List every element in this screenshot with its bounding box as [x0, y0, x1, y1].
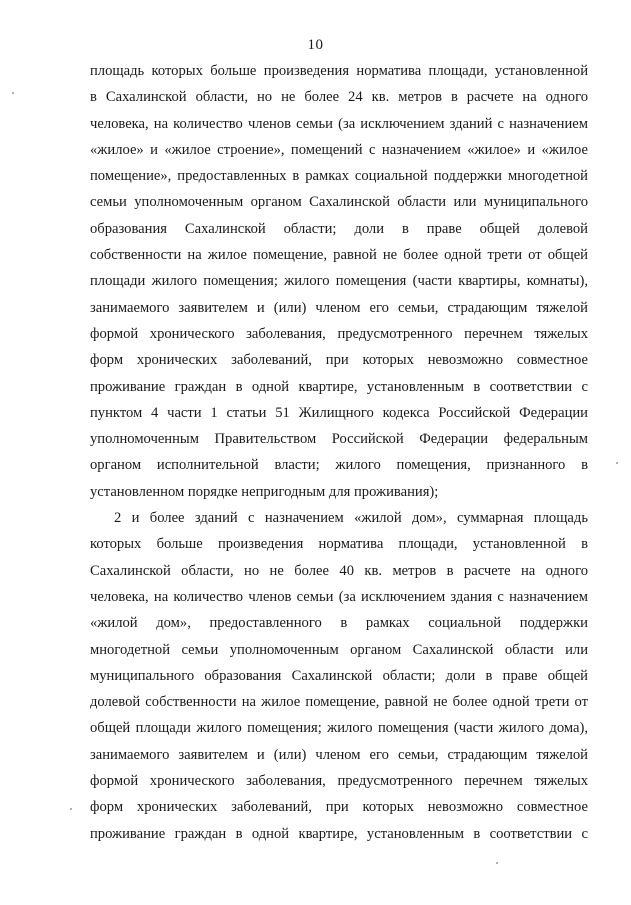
text-line: собственности на жилое помещение, равной не более одной трети от общей [90, 247, 588, 264]
text-line: занимаемого заявителем и (или) членом его семьи, страдающим тяжелой [90, 299, 588, 316]
text-line: общей площади жилого помещения; жилого помещения (части жилого дома), [90, 720, 588, 737]
scan-speck [70, 808, 72, 810]
text-line: семьи уполномоченным органом Сахалинской области или муниципального [90, 194, 588, 211]
paragraph-2 [90, 505, 588, 847]
text-line: форм хронических заболеваний, при которых невозможно совместное [90, 352, 588, 369]
text-line: человека, на количество членов семьи (за исключением здания с назначением [90, 588, 588, 605]
text-line: форм хронических заболеваний, при которых невозможно совместное [90, 799, 588, 816]
scan-speck [616, 462, 618, 464]
text-line: занимаемого заявителем и (или) членом его семьи, страдающим тяжелой [90, 746, 588, 763]
scan-speck [12, 92, 14, 94]
text-line: в Сахалинской области, но не более 24 кв. метров в расчете на одного [90, 89, 588, 106]
text-line: образования Сахалинской области; доли в праве общей долевой [90, 220, 588, 237]
text-line: «жилой дом», предоставленного в рамках социальной поддержки [90, 615, 588, 632]
text-line: уполномоченным Правительством Российской Федерации федеральным [90, 431, 588, 448]
text-line: Сахалинской области, но не более 40 кв. метров в расчете на одного [90, 562, 588, 579]
text-line: проживание граждан в одной квартире, установленным в соответствии с [90, 825, 588, 842]
text-line: помещение», предоставленных в рамках социальной поддержки многодетной [90, 168, 588, 185]
text-line: формой хронического заболевания, предусмотренного перечнем тяжелых [90, 325, 588, 342]
text-line: «жилое» и «жилое строение», помещений с назначением «жилое» и «жилое [90, 141, 588, 158]
text-line: органом исполнительной власти; жилого помещения, признанного в [90, 457, 588, 474]
text-line: формой хронического заболевания, предусмотренного перечнем тяжелых [90, 773, 588, 790]
text-line: проживание граждан в одной квартире, установленным в соответствии с [90, 378, 588, 395]
text-line: площади жилого помещения; жилого помещения (части квартиры, комнаты), [90, 273, 588, 290]
text-line: пунктом 4 части 1 статьи 51 Жилищного кодекса Российской Федерации [90, 404, 588, 421]
text-line: долевой собственности на жилое помещение, равной не более одной трети от [90, 694, 588, 711]
text-line: человека, на количество членов семьи (за исключением зданий с назначением [90, 115, 588, 132]
text-line: муниципального образования Сахалинской области; доли в праве общей [90, 667, 588, 684]
text-line: 2 и более зданий с назначением «жилой дом», суммарная площадь [114, 510, 588, 527]
document-body [90, 58, 588, 847]
paragraph-1 [90, 58, 588, 505]
text-line: площадь которых больше произведения норматива площади, установленной [90, 63, 588, 79]
text-line: многодетной семьи уполномоченным органом Сахалинской области или [90, 641, 588, 658]
scan-speck [496, 862, 498, 864]
text-line: установленном порядке непригодным для проживания); [90, 483, 439, 500]
text-line: которых больше произведения норматива площади, установленной в [90, 536, 588, 553]
page-number: 10 [307, 37, 324, 53]
